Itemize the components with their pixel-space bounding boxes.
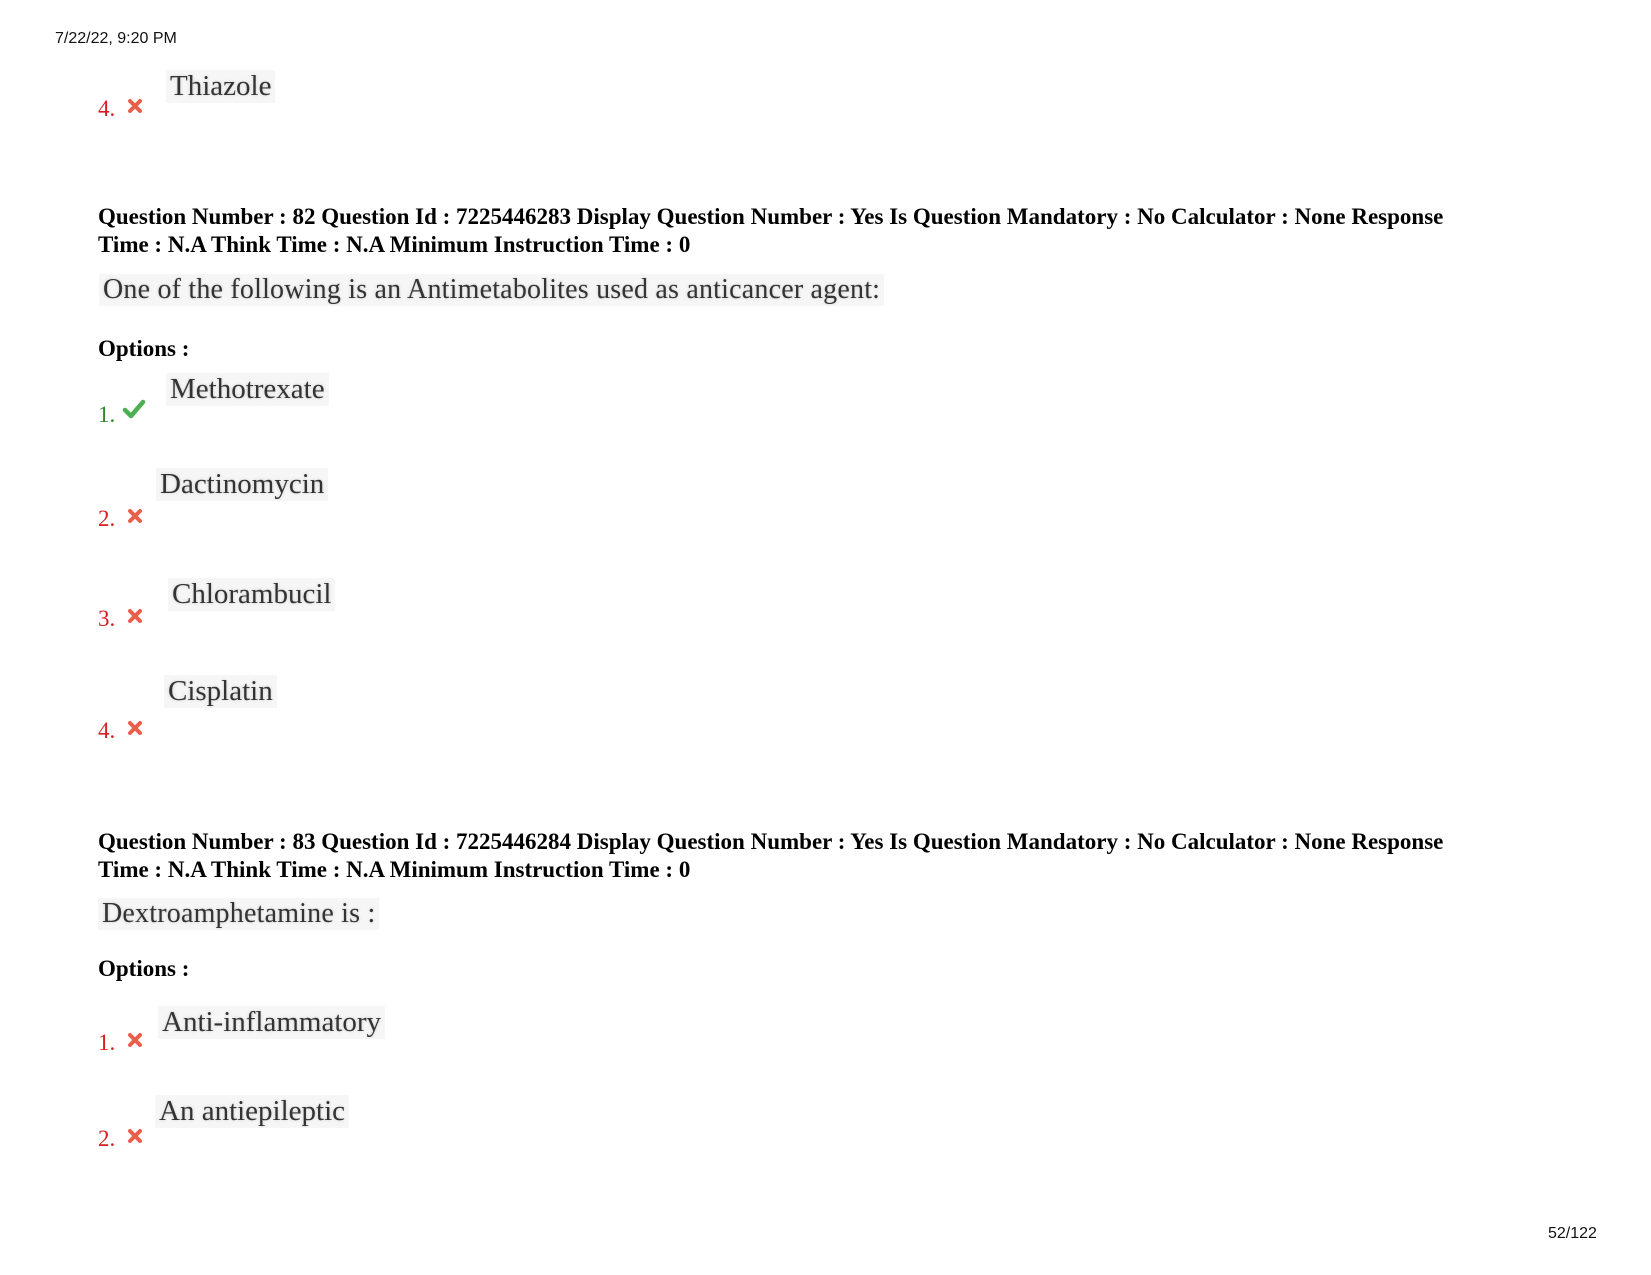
option-number: 4. <box>98 718 116 743</box>
option-number: 3. <box>98 606 116 631</box>
option-number: 2. <box>98 506 116 531</box>
print-timestamp: 7/22/22, 9:20 PM <box>55 30 177 47</box>
option-text: An antiepileptic <box>155 1095 349 1128</box>
page-number: 52/122 <box>1548 1225 1597 1242</box>
question-82-meta <box>98 203 1598 259</box>
option-text: Methotrexate <box>166 373 329 406</box>
option-number: 2. <box>98 1126 116 1151</box>
options-label: Options : <box>98 336 190 361</box>
meta-line: Question Number : 82 Question Id : 7225446283 Display Question Number : Yes Is Question Mandatory : No Calculator : None Response <box>98 204 1444 229</box>
option-text: Thiazole <box>166 70 275 103</box>
question-82-text: One of the following is an Antimetabolites used as anticancer agent: <box>99 274 884 306</box>
meta-line: Time : N.A Think Time : N.A Minimum Instruction Time : 0 <box>98 857 691 882</box>
option-number: 1. <box>98 402 116 427</box>
options-label: Options : <box>98 956 190 981</box>
option-text: Dactinomycin <box>156 468 328 501</box>
question-83-text: Dextroamphetamine is : <box>98 898 379 930</box>
meta-line: Question Number : 83 Question Id : 7225446284 Display Question Number : Yes Is Question Mandatory : No Calculator : None Response <box>98 829 1444 854</box>
cross-icon <box>127 508 143 524</box>
check-icon <box>122 399 146 419</box>
option-text: Anti-inflammatory <box>158 1006 385 1039</box>
question-83-meta <box>98 828 1598 884</box>
cross-icon <box>127 720 143 736</box>
cross-icon <box>127 1128 143 1144</box>
cross-icon <box>127 1032 143 1048</box>
meta-line: Time : N.A Think Time : N.A Minimum Instruction Time : 0 <box>98 232 691 257</box>
cross-icon <box>127 98 143 114</box>
option-number: 4. <box>98 96 116 121</box>
option-text: Cisplatin <box>164 675 277 708</box>
option-number: 1. <box>98 1030 116 1055</box>
option-text: Chlorambucil <box>168 578 335 611</box>
cross-icon <box>127 608 143 624</box>
